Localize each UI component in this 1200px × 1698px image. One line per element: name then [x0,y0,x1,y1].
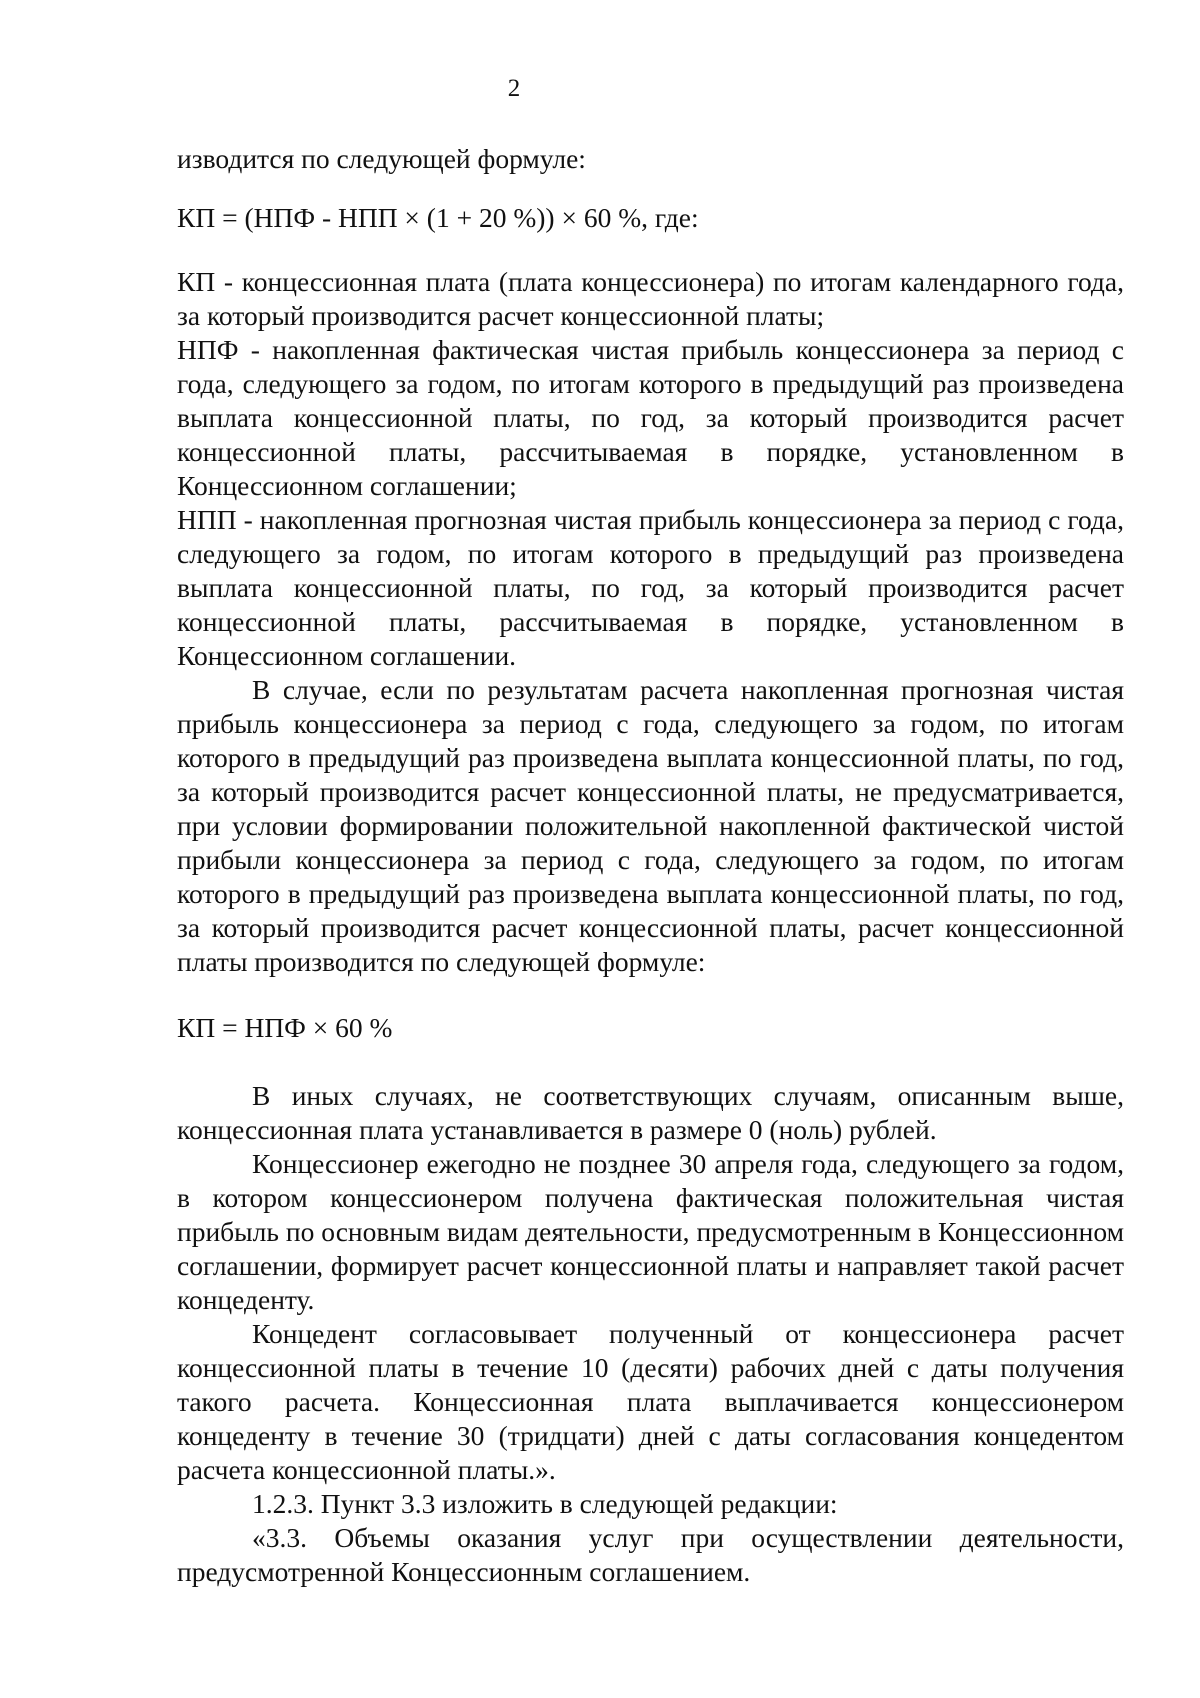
paragraph-concessionaire-deadline: Концессионер ежегодно не позднее 30 апреля года, следующего за годом, в котором концессионером получена фактическая положительная чистая прибыль по основным видам деятельности, предусмотренным в Концессионном соглашении, формирует расчет концессионной платы и направляет такой расчет концеденту. [177,1148,1124,1315]
definition-npp: НПП - накопленная прогнозная чистая прибыль концессионера за период с года, следующего за годом, по итогам которого в предыдущий раз произведена выплата концессионной платы, по год, за который производится расчет концессионной платы, рассчитываемая в порядке, установленном в Концессионном соглашении. [177,504,1124,671]
paragraph-clause-3-3: «3.3. Объемы оказания услуг при осуществлении деятельности, предусмотренной Концессионным соглашением. [177,1522,1124,1587]
paragraph-case-no-forecast: В случае, если по результатам расчета накопленная прогнозная чистая прибыль концессионера за период с года, следующего за годом, по итогам которого в предыдущий раз произведена выплата концессионной платы, по год, за который производится расчет концессионной платы, не предусматривается, при условии формировании положительной накопленной фактической чистой прибыли концессионера за период с года, следующего за годом, по итогам которого в предыдущий раз произведена выплата концессионной платы, по год, за который производится расчет концессионной платы, расчет концессионной платы производится по следующей формуле: [177,674,1124,977]
document-body [177,142,1124,1589]
paragraph-amendment-heading: 1.2.3. Пункт 3.3 изложить в следующей редакции: [252,1488,838,1519]
definition-npf: НПФ - накопленная фактическая чистая прибыль концессионера за период с года, следующего за годом, по итогам которого в предыдущий раз произведена выплата концессионной платы, по год, за который производится расчет концессионной платы, рассчитываемая в порядке, установленном в Концессионном соглашении; [177,334,1124,501]
page-number: 2 [507,75,521,102]
paragraph-intro: изводится по следующей формуле: [177,143,586,174]
paragraph-other-cases: В иных случаях, не соответствующих случаям, описанным выше, концессионная плата устанавливается в размере 0 (ноль) рублей. [177,1080,1124,1145]
formula-main: КП = (НПФ - НПП × (1 + 20 %)) × 60 %, где: [177,202,699,233]
definition-kp: КП - концессионная плата (плата концессионера) по итогам календарного года, за который производится расчет концессионной платы; [177,266,1124,331]
formula-secondary: КП = НПФ × 60 % [177,1012,393,1043]
paragraph-concedent-approval: Концедент согласовывает полученный от концессионера расчет концессионной платы в течение 10 (десяти) рабочих дней с даты получения такого расчета. Концессионная плата выплачивается концессионером концеденту в течение 30 (тридцати) дней с даты согласования концедентом расчета концессионной платы.». [177,1318,1124,1485]
